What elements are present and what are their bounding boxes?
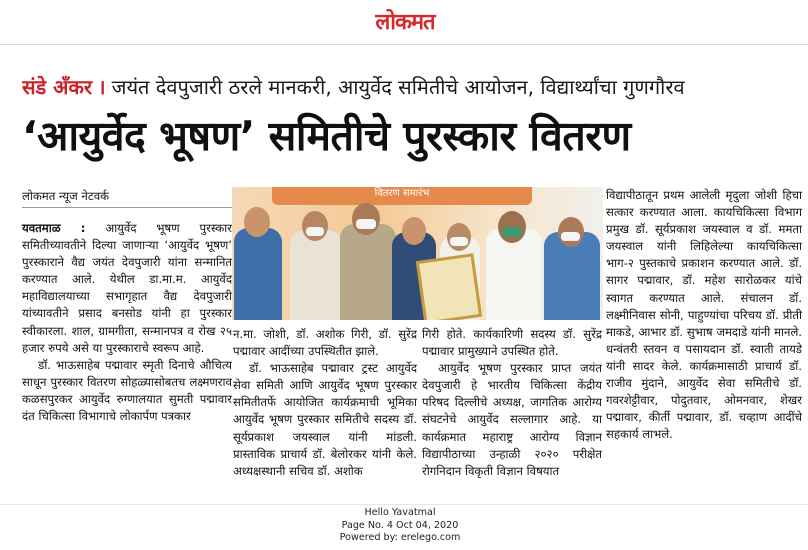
person-figure	[234, 228, 282, 320]
face-mask	[561, 232, 580, 241]
paragraph: आयुर्वेद भूषण पुरस्कार प्राप्त जयंत देवपुजारी हे भारतीय चिकित्सा केंद्रीय परिषद दिल्लीचे अध्यक्ष, जागतिक आरोग्य संघटनेचे आयुर्वेद सल्लागार आहे. या कार्यक्रमात महाराष्ट्र आरोग्य विज्ञान विद्यापीठाच्या उन्हाळी २०२० परीक्षेत रोगनिदान विकृती विज्ञान विषयात	[422, 361, 602, 478]
paragraph: न.मा. जोशी, डॉ. अशोक गिरी, डॉ. सुरेंद्र पद्मावार आदींच्या उपस्थितीत झाले.	[233, 327, 417, 359]
face-mask	[450, 237, 468, 246]
face-mask	[502, 227, 522, 237]
person-figure	[340, 224, 396, 320]
face-mask	[356, 219, 376, 229]
paragraph: गिरी होते. कार्यकारिणी सदस्य डॉ. सुरेंद्र पद्मावार प्रामुख्याने उपस्थित होते.	[422, 327, 602, 359]
person-head	[302, 211, 328, 241]
paragraph: विद्यापीठातून प्रथम आलेली मृदुला जोशी हिचा सत्कार करण्यात आला. कायचिकित्सा विभाग प्रमुख डॉ. सूर्यप्रकाश जयस्वाल व डॉ. ममता जयस्वाल यांनी लिहिलेल्या कायचिकित्सा भाग-२ पुस्तकाचे प्रकाशन करण्यात आले. डॉ. सागर पद्मावार, डॉ. महेश सारोळकर यांचे स्वागत करण्यात आले. संचालन डॉ. लक्ष्मीनिवास सोनी, पाहुण्यांचा परिचय डॉ. प्रीती माकडे, आभार डॉ. सुभाष जमदाडे यांनी मानले. धन्वंतरी स्तवन व पसायदान डॉ. स्वाती तायडे यांनी सादर केले. कार्यक्रमासाठी प्राचार्य डॉ. राजीव मुंदाने, आयुर्वेद सेवा समितीचे डॉ. गवरशेट्टीवार, पोदुतवार, ओमनवार, शेखर पद्मावार, कीर्ती पद्मावार, डॉ. चव्हाण आदींचे सहकार्य लाभले.	[606, 188, 802, 442]
masthead	[0, 0, 808, 46]
article-column-4	[606, 187, 802, 507]
page-info: Page No. 4 Oct 04, 2020	[341, 519, 459, 531]
article-column-3	[422, 326, 602, 516]
footer-divider	[0, 504, 808, 505]
dateline: यवतमाळ :	[22, 221, 86, 235]
ceremony-photo	[232, 187, 603, 320]
paragraph: डॉ. भाऊसाहेब पद्मावार ट्रस्ट आयुर्वेद सेवा समिती आणि आयुर्वेद भूषण पुरस्कार समितीतर्फे आयोजित कार्यक्रमाची भूमिका आयुर्वेद भूषण पुरस्कार समितीचे सदस्य डॉ. सूर्यप्रकाश जयस्वाल यांनी मांडली. प्रास्ताविक प्राचार्य डॉ. बेलोरकर यांनी केले. अध्यक्षस्थानी सचिव डॉ. अशोक	[233, 361, 417, 478]
person-head	[244, 207, 270, 237]
kicker-deck: जयंत देवपुजारी ठरले मानकरी, आयुर्वेद समितीचे आयोजन, विद्यार्थ्यांचा गुणगौरव	[111, 75, 685, 99]
article-column-2	[233, 326, 417, 516]
article-column-1	[22, 188, 232, 478]
edition-name: Hello Yavatmal	[364, 507, 436, 518]
lead-paragraph	[22, 220, 232, 357]
lokmat-logo[interactable]: लोकमत	[375, 10, 435, 35]
face-mask	[306, 227, 324, 236]
powered-by-link[interactable]: Powered by: erelego.com	[339, 532, 461, 543]
byline: लोकमत न्यूज नेटवर्क	[22, 188, 232, 208]
lead-text: आयुर्वेद भूषण पुरस्कार समितीच्यावतीने दिल्या जाणाऱ्या ‘आयुर्वेद भूषण’ पुरस्काराने वैद्य जयंत देवपुजारी यांना सन्मानित करण्यात आले. येथील डा.मा.म. आयुर्वेद महाविद्यालयाच्या सभागृहात वैद्य देवपुजारी यांच्यावतीने प्रसाद बनसोड यांनी हा पुरस्कार स्वीकारला. शाल, ग्रामगीता, सन्मानपत्र व रोख २५ हजार रुपये असे या पुरस्काराचे स्वरूप आहे.	[22, 221, 232, 355]
masthead-divider	[0, 44, 808, 45]
person-figure	[290, 230, 342, 320]
kicker-line	[22, 70, 802, 104]
kicker-separator: ।	[98, 75, 106, 99]
paragraph: डॉ. भाऊसाहेब पद्मावार स्मृती दिनाचे औचित्य साधून पुरस्कार वितरण सोहळ्यासोबतच लक्ष्मणराव कळसपुरकर आयुर्वेद रुग्णालयात सुमती पद्मावार दंत चिकित्सा विभागाचे लोकार्पण पत्रकार	[22, 357, 232, 424]
award-certificate	[416, 253, 482, 320]
section-tag: संडे अँकर	[22, 75, 93, 99]
page-footer	[290, 507, 510, 545]
person-head	[402, 217, 426, 245]
article-headline: ‘आयुर्वेद भूषण’ समितीचे पुरस्कार वितरण	[22, 112, 631, 160]
stage-banner: वितरण समारंभ	[272, 187, 532, 205]
